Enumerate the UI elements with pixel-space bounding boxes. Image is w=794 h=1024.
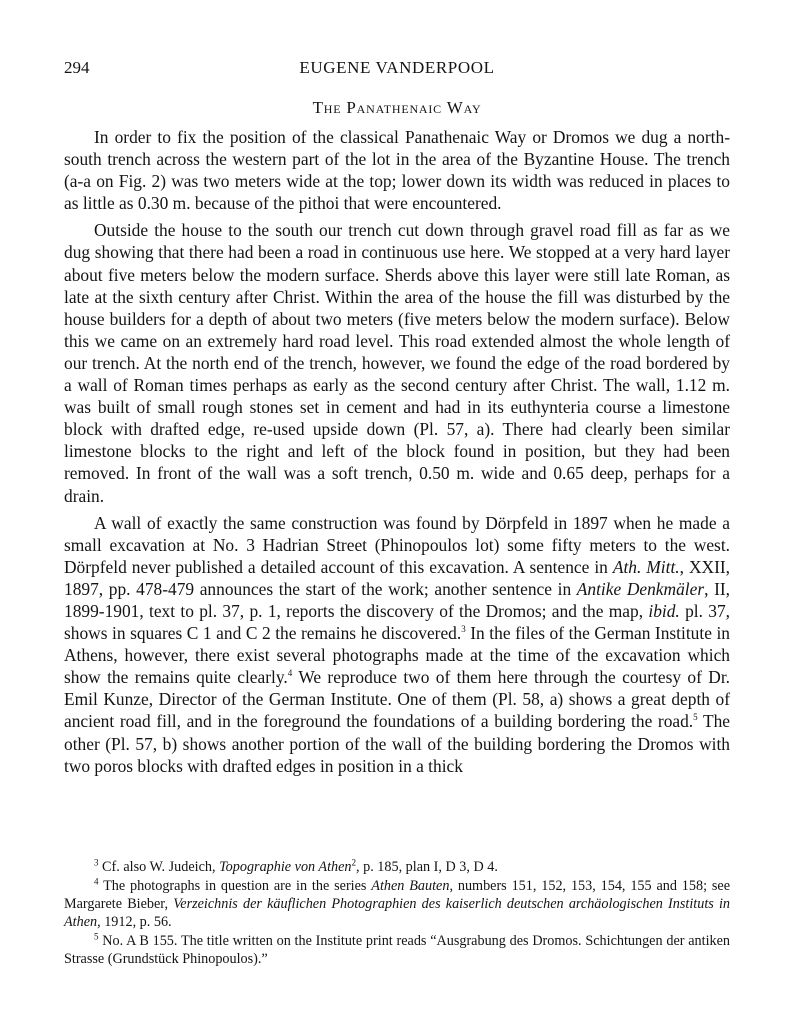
text-run: Cf. also W. Judeich, xyxy=(98,859,220,875)
text-run: , XXII, 1897, pp. 478-479 announces the start of the work; another sentence in xyxy=(64,556,731,599)
footnote xyxy=(64,877,730,931)
note-marker: 2 xyxy=(351,857,357,868)
text-run: In order to fix the position of the classical Panathenaic Way or Dromos we dug a north-south trench across the western part of the lot in the area of the Byzantine House. The trench (a-a on Fig. 2) was two meters wide at the top; lower down its width was reduced in places to as little as 0.30 m. because of the pithoi that were encountered. xyxy=(64,127,730,214)
text-run: , 1912, p. 56. xyxy=(97,914,172,930)
text-run: In the files of the German Institute in Athens, however, there exist several photographs made at the time of the excavation which show the remains quite clearly. xyxy=(64,623,730,688)
footnotes xyxy=(64,858,730,969)
text-run: We reproduce two of them here through the courtesy of Dr. Emil Kunze, Director of the German Institute. One of them (Pl. 58, a) shows a great depth of ancient road fill, and in the foreground the foundations of a building bordering the road. xyxy=(64,667,730,732)
article-text xyxy=(64,126,730,777)
text-run: A wall of exactly the same construction was found by Dörpfeld in 1897 when he made a small excavation at No. 3 Hadrian Street (Phinopoulos lot) some fifty meters to the west. Dörpfeld never published a detailed account of this excavation. A sentence in xyxy=(64,512,730,577)
page-body xyxy=(64,58,730,782)
text-run: Outside the house to the south our trench cut down through gravel road fill as far as we dug showing that there had been a road in continuous use here. We stopped at a very hard layer about five meters below the modern surface. Sherds above this layer were still late Roman, as late at the sixth century after Christ. Within the area of the house the fill was disturbed by the house builders for a depth of about two meters (five meters below the modern surface). Below this we came on an extremely hard road level. This road extended almost the whole length of our trench. At the north end of the trench, however, we found the edge of the road bordered by a wall of Roman times perhaps as early as the second century after Christ. The wall, 1.12 m. was built of small rough stones set in cement and had in its euthynteria course a limestone block with drafted edge, re-used upside down (Pl. 57, a). There had clearly been similar limestone blocks to the right and left of the block found in position, but they had been removed. In front of the wall was a soft trench, 0.50 m. wide and 0.65 deep, perhaps for a drain. xyxy=(64,220,730,506)
paragraph xyxy=(64,512,730,777)
note-marker: 3 xyxy=(461,624,466,635)
text-run: The photographs in question are in the series xyxy=(98,878,372,894)
text-run: The other (Pl. 57, b) shows another portion of the wall of the building bordering the Dromos with two poros blocks with drafted edges in position in a thick xyxy=(64,711,730,776)
text-run: , numbers 151, 152, 153, 154, 155 and 158; see Margarete Bieber, xyxy=(64,878,731,912)
text-run: pl. 37, shows in squares C 1 and C 2 the remains he discovered. xyxy=(64,600,730,644)
italic-text: Topographie von Athen xyxy=(219,859,352,875)
running-title: EUGENE VANDERPOOL xyxy=(299,58,495,77)
italic-text: ibid. xyxy=(648,600,680,621)
paragraph xyxy=(64,219,730,506)
footnote xyxy=(64,932,730,968)
running-head xyxy=(64,58,730,86)
text-run: , p. 185, plan I, D 3, D 4. xyxy=(356,859,498,875)
paragraph xyxy=(64,126,730,214)
text-run: No. A B 155. The title written on the Institute print reads “Ausgrabung des Dromos. Schichtungen der antiken Strasse (Grundstück Phinopoulos).” xyxy=(64,933,730,967)
italic-text: Verzeichnis der käuflichen Photographien des kaiserlich deutschen archäologischen Instituts in Athen xyxy=(64,896,731,930)
footnote xyxy=(64,858,730,876)
italic-text: Antike Denkmäler xyxy=(576,578,705,599)
note-marker: 5 xyxy=(693,712,698,723)
italic-text: Athen Bauten xyxy=(371,878,450,894)
note-marker: 4 xyxy=(287,668,293,679)
note-marker: 3 xyxy=(94,857,99,868)
note-marker: 5 xyxy=(94,931,99,942)
note-marker: 4 xyxy=(94,876,99,887)
italic-text: Ath. Mitt. xyxy=(612,556,680,577)
page-number: 294 xyxy=(64,58,90,77)
text-run: , II, 1899-1901, text to pl. 37, p. 1, reports the discovery of the Dromos; and the map, xyxy=(64,578,730,621)
section-heading: The Panathenaic Way xyxy=(312,98,482,117)
